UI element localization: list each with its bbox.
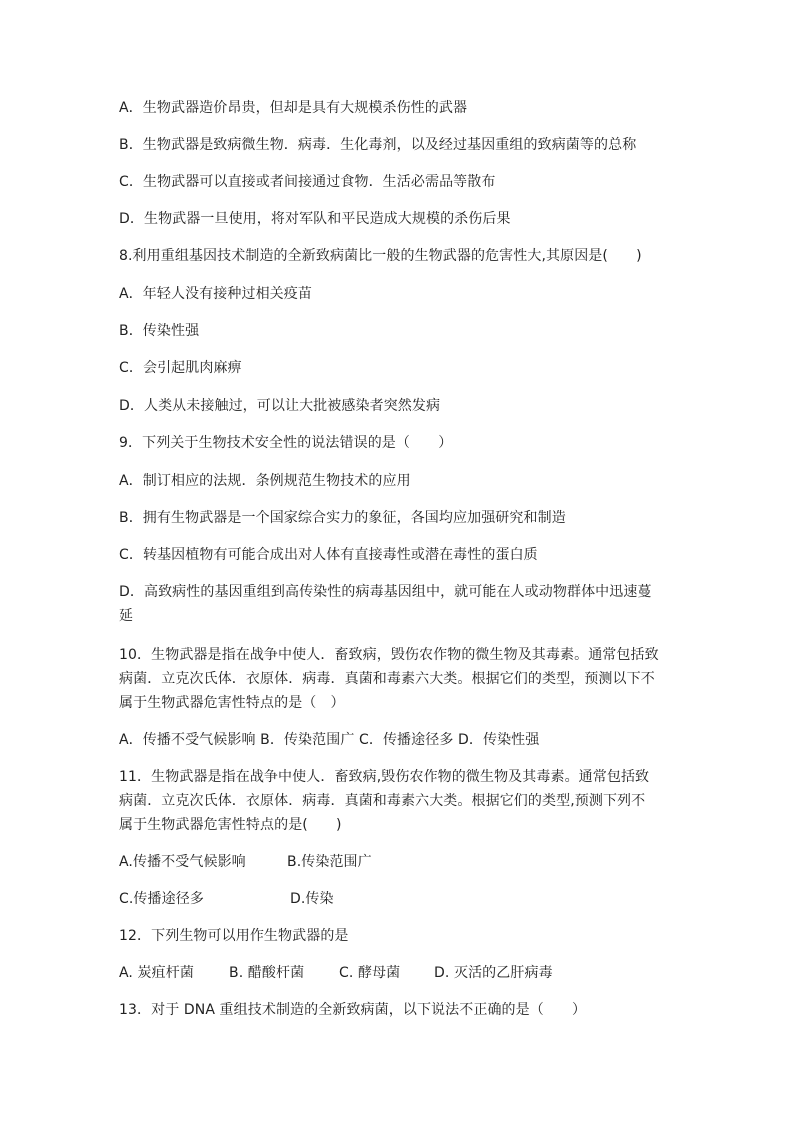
question-10-line1: 10．生物武器是指在战争中使人．畜致病，毁伤农作物的微生物及其毒素。通常包括致 bbox=[119, 647, 659, 663]
q8-option-a: A．年轻人没有接种过相关疫苗 bbox=[119, 286, 312, 302]
q7-option-b: B．生物武器是致病微生物．病毒．生化毒剂，以及经过基因重组的致病菌等的总称 bbox=[119, 137, 637, 153]
q11-options-row2 bbox=[119, 888, 689, 910]
question-8: 8.利用重组基因技术制造的全新致病菌比一般的生物武器的危害性大,其原因是( ) bbox=[119, 248, 642, 264]
q12-option-d: D. 灭活的乙肝病毒 bbox=[434, 965, 553, 981]
question-10-line2: 病菌．立克次氏体．衣原体．病毒．真菌和毒素六大类。根据它们的类型，预测以下不 bbox=[119, 671, 655, 687]
q11-option-d: D.传染 bbox=[290, 891, 334, 907]
q12-options bbox=[119, 962, 689, 984]
question-12: 12．下列生物可以用作生物武器的是 bbox=[119, 928, 349, 944]
q7-option-a: A．生物武器造价昂贵，但却是具有大规模杀伤性的武器 bbox=[119, 100, 468, 116]
q12-option-b: B. 醋酸杆菌 bbox=[229, 965, 305, 981]
question-10-line3: 属于生物武器危害性特点的是（ ） bbox=[119, 695, 345, 711]
question-11-line1: 11．生物武器是指在战争中使人．畜致病,毁伤农作物的微生物及其毒素。通常包括致 bbox=[119, 769, 650, 785]
q12-option-a: A. 炭疽杆菌 bbox=[119, 965, 194, 981]
q11-option-c: C.传播途径多 bbox=[119, 891, 204, 907]
q9-option-d-line2: 延 bbox=[119, 608, 134, 624]
question-9: 9．下列关于生物技术安全性的说法错误的是（ ） bbox=[119, 435, 453, 451]
q8-option-c: C．会引起肌肉麻痹 bbox=[119, 360, 242, 376]
q11-options-row1 bbox=[119, 851, 689, 873]
q9-option-c: C．转基因植物有可能合成出对人体有直接毒性或潜在毒性的蛋白质 bbox=[119, 547, 538, 563]
question-11-line2: 病菌．立克次氏体．衣原体．病毒．真菌和毒素六大类。根据它们的类型,预测下列不 bbox=[119, 793, 646, 809]
q7-option-c: C．生物武器可以直接或者间接通过食物．生活必需品等散布 bbox=[119, 174, 496, 190]
q9-option-b: B．拥有生物武器是一个国家综合实力的象征，各国均应加强研究和制造 bbox=[119, 510, 566, 526]
question-13: 13．对于 DNA 重组技术制造的全新致病菌，以下说法不正确的是（ ） bbox=[119, 1002, 587, 1018]
q11-option-b: B.传染范围广 bbox=[287, 854, 372, 870]
q11-option-a: A.传播不受气候影响 bbox=[119, 854, 246, 870]
q10-options: A．传播不受气候影响 B．传染范围广 C．传播途径多 D．传染性强 bbox=[119, 732, 540, 748]
q8-option-d: D．人类从未接触过，可以让大批被感染者突然发病 bbox=[119, 398, 441, 414]
q9-option-d-line1: D．高致病性的基因重组到高传染性的病毒基因组中，就可能在人或动物群体中迅速蔓 bbox=[119, 584, 652, 600]
q12-option-c: C. 酵母菌 bbox=[339, 965, 401, 981]
question-11-line3: 属于生物武器危害性特点的是( ) bbox=[119, 817, 342, 833]
q7-option-d: D．生物武器一旦使用，将对军队和平民造成大规模的杀伤后果 bbox=[119, 211, 511, 227]
q9-option-a: A．制订相应的法规．条例规范生物技术的应用 bbox=[119, 473, 411, 489]
q8-option-b: B．传染性强 bbox=[119, 323, 200, 339]
